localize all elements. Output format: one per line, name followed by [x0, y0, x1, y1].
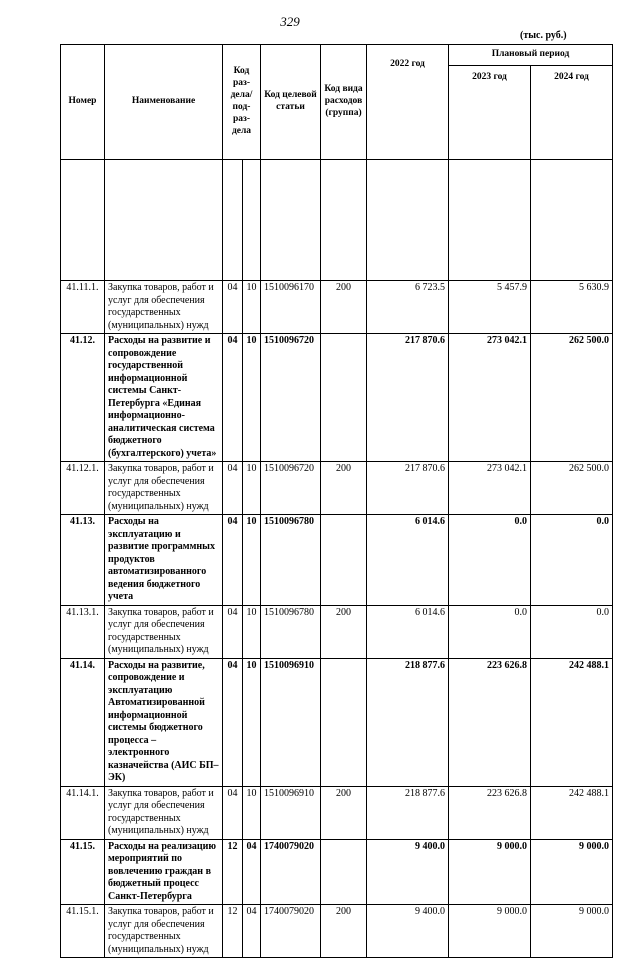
row-value-2024: 262 500.0: [531, 334, 613, 462]
row-value-2022: 9 400.0: [367, 905, 449, 958]
table-row: [61, 334, 613, 462]
row-number: 41.14.: [61, 658, 105, 786]
row-target-code: 1510096780: [261, 605, 321, 658]
row-value-2024: 9 000.0: [531, 905, 613, 958]
row-value-2022: 6 723.5: [367, 281, 449, 334]
row-number: 41.15.: [61, 839, 105, 905]
page-number: 329: [280, 14, 300, 29]
row-number: 41.15.1.: [61, 905, 105, 958]
table-row: [61, 281, 613, 334]
row-value-2023: 223 626.8: [449, 658, 531, 786]
row-subsection: 04: [243, 839, 261, 905]
row-value-2023: 9 000.0: [449, 839, 531, 905]
row-subsection: 10: [243, 334, 261, 462]
row-expense-type: [321, 839, 367, 905]
row-value-2024: 262 500.0: [531, 462, 613, 515]
row-value-2023: 223 626.8: [449, 786, 531, 839]
row-section: 04: [223, 281, 243, 334]
header-row-1: [61, 45, 613, 66]
row-expense-type: 200: [321, 786, 367, 839]
blank-row: [61, 160, 613, 281]
row-section: 04: [223, 515, 243, 606]
row-value-2022: 218 877.6: [367, 786, 449, 839]
row-subsection: 10: [243, 462, 261, 515]
row-expense-type: [321, 334, 367, 462]
header-expense-type: Код вида расходов (группа): [321, 45, 367, 160]
row-expense-type: 200: [321, 605, 367, 658]
row-value-2022: 6 014.6: [367, 515, 449, 606]
row-value-2024: 242 488.1: [531, 786, 613, 839]
header-section: Код раз-дела/ под-раз-дела: [223, 45, 261, 160]
row-number: 41.12.: [61, 334, 105, 462]
header-2023: 2023 год: [449, 66, 531, 160]
budget-table: [60, 44, 613, 958]
row-value-2024: 242 488.1: [531, 658, 613, 786]
table-row: [61, 605, 613, 658]
table-row: [61, 515, 613, 606]
row-target-code: 1510096170: [261, 281, 321, 334]
row-subsection: 10: [243, 515, 261, 606]
row-target-code: 1510096780: [261, 515, 321, 606]
row-value-2022: 217 870.6: [367, 334, 449, 462]
row-target-code: 1510096720: [261, 334, 321, 462]
row-number: 41.14.1.: [61, 786, 105, 839]
row-value-2024: 0.0: [531, 605, 613, 658]
row-subsection: 10: [243, 605, 261, 658]
row-number: 41.12.1.: [61, 462, 105, 515]
row-expense-type: [321, 515, 367, 606]
header-planned-period: Плановый период: [449, 45, 613, 66]
table-body: [61, 160, 613, 958]
row-expense-type: 200: [321, 462, 367, 515]
row-name: Расходы на реализацию мероприятий по вовлечению граждан в бюджетный процесс Санкт-Петербурга: [105, 839, 223, 905]
row-name: Расходы на эксплуатацию и развитие программных продуктов автоматизированного ведения бюджетного учета: [105, 515, 223, 606]
row-subsection: 10: [243, 658, 261, 786]
row-value-2022: 217 870.6: [367, 462, 449, 515]
row-expense-type: 200: [321, 281, 367, 334]
row-name: Расходы на развитие, сопровождение и эксплуатацию Автоматизированной информационной системы бюджетного процесса – электронного казначейства (АИС БП–ЭК): [105, 658, 223, 786]
row-section: 04: [223, 605, 243, 658]
row-value-2023: 5 457.9: [449, 281, 531, 334]
row-target-code: 1740079020: [261, 839, 321, 905]
row-number: 41.11.1.: [61, 281, 105, 334]
row-subsection: 10: [243, 281, 261, 334]
row-value-2022: 218 877.6: [367, 658, 449, 786]
row-subsection: 04: [243, 905, 261, 958]
table-row: [61, 462, 613, 515]
table-row: [61, 839, 613, 905]
row-section: 04: [223, 786, 243, 839]
header-target: Код целевой статьи: [261, 45, 321, 160]
row-name: Закупка товаров, работ и услуг для обеспечения государственных (муниципальных) нужд: [105, 605, 223, 658]
row-number: 41.13.: [61, 515, 105, 606]
row-value-2023: 273 042.1: [449, 334, 531, 462]
row-value-2022: 9 400.0: [367, 839, 449, 905]
row-number: 41.13.1.: [61, 605, 105, 658]
row-expense-type: [321, 658, 367, 786]
row-value-2024: 0.0: [531, 515, 613, 606]
table-row: [61, 658, 613, 786]
row-target-code: 1510096910: [261, 658, 321, 786]
row-name: Закупка товаров, работ и услуг для обеспечения государственных (муниципальных) нужд: [105, 462, 223, 515]
row-section: 04: [223, 658, 243, 786]
row-name: Закупка товаров, работ и услуг для обеспечения государственных (муниципальных) нужд: [105, 905, 223, 958]
row-section: 04: [223, 462, 243, 515]
header-number: Номер: [61, 45, 105, 160]
row-name: Закупка товаров, работ и услуг для обеспечения государственных (муниципальных) нужд: [105, 786, 223, 839]
row-value-2024: 5 630.9: [531, 281, 613, 334]
row-value-2024: 9 000.0: [531, 839, 613, 905]
row-section: 04: [223, 334, 243, 462]
row-value-2023: 273 042.1: [449, 462, 531, 515]
header-2022: 2022 год: [367, 45, 449, 160]
row-expense-type: 200: [321, 905, 367, 958]
row-subsection: 10: [243, 786, 261, 839]
row-target-code: 1510096720: [261, 462, 321, 515]
header-name: Наименование: [105, 45, 223, 160]
units-label: (тыс. руб.): [520, 30, 567, 41]
row-value-2022: 6 014.6: [367, 605, 449, 658]
row-target-code: 1510096910: [261, 786, 321, 839]
row-value-2023: 0.0: [449, 605, 531, 658]
table-row: [61, 786, 613, 839]
row-value-2023: 0.0: [449, 515, 531, 606]
row-name: Расходы на развитие и сопровождение государственной информационной системы Санкт-Петербурга «Единая информационно-аналитическая система бюджетного (бухгалтерского) учета»: [105, 334, 223, 462]
row-value-2023: 9 000.0: [449, 905, 531, 958]
row-target-code: 1740079020: [261, 905, 321, 958]
header-2024: 2024 год: [531, 66, 613, 160]
row-section: 12: [223, 839, 243, 905]
row-section: 12: [223, 905, 243, 958]
row-name: Закупка товаров, работ и услуг для обеспечения государственных (муниципальных) нужд: [105, 281, 223, 334]
table-row: [61, 905, 613, 958]
